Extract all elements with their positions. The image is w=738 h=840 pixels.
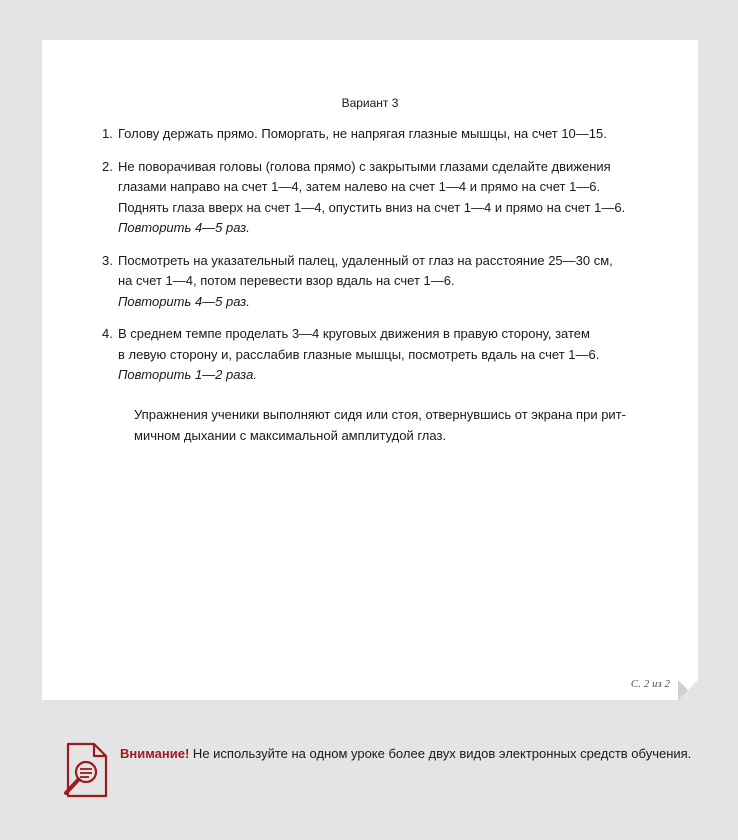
exercise-text: Не поворачивая головы (голова прямо) с закрытыми глазами сделайте движения: [118, 158, 611, 174]
exercise-repeat: Повторить 1—2 раза.: [118, 367, 257, 382]
warning-label: Внимание!: [120, 746, 190, 761]
warning-text: Не используйте на одном уроке более двух видов электронных средств обучения.: [189, 746, 692, 761]
exercise-text: Посмотреть на указательный палец, удаленный от глаз на расстояние 25—30 см,: [118, 252, 613, 268]
note-line: Упражнения ученики выполняют сидя или стоя, отвернувшись от экрана при рит-: [134, 407, 626, 422]
note-line: мичном дыхании с максимальной амплитудой глаз.: [134, 427, 447, 443]
exercise-text: на счет 1—4, потом перевести взор вдаль на счет 1—6.: [118, 273, 455, 288]
exercise-item: [102, 157, 638, 239]
exercise-item: [102, 324, 638, 386]
page-corner-cut: [678, 680, 698, 700]
exercise-text: В среднем темпе проделать 3—4 круговых движения в правую сторону, затем: [118, 326, 590, 341]
exercise-number: 3.: [102, 252, 113, 268]
document-page: [42, 40, 698, 700]
exercise-number: 4.: [102, 326, 113, 341]
exercise-number: 1.: [102, 126, 113, 141]
exercise-repeat: Повторить 4—5 раз.: [118, 293, 250, 309]
exercise-list: [102, 124, 638, 398]
exercise-text: Голову держать прямо. Поморгать, не напрягая глазные мышцы, на счет 10—15.: [118, 126, 607, 141]
variant-title: Вариант 3: [341, 96, 399, 110]
exercise-text: глазами направо на счет 1—4, затем налево на счет 1—4 и прямо на счет 1—6.: [118, 179, 601, 194]
page-number: С. 2 из 2: [630, 678, 670, 690]
exercise-number: 2.: [102, 158, 113, 174]
exercise-repeat: Повторить 4—5 раз.: [118, 220, 250, 235]
warning-message: [120, 746, 691, 761]
document-magnifier-icon: [62, 742, 110, 800]
warning-banner: [62, 742, 702, 802]
exercise-item: [102, 124, 638, 145]
exercise-text: Поднять глаза вверх на счет 1—4, опустить вниз на счет 1—4 и прямо на счет 1—6.: [118, 199, 626, 215]
exercise-item: [102, 251, 638, 313]
exercise-note: [134, 405, 636, 446]
exercise-text: в левую сторону и, расслабив глазные мышцы, посмотреть вдаль на счет 1—6.: [118, 346, 600, 362]
